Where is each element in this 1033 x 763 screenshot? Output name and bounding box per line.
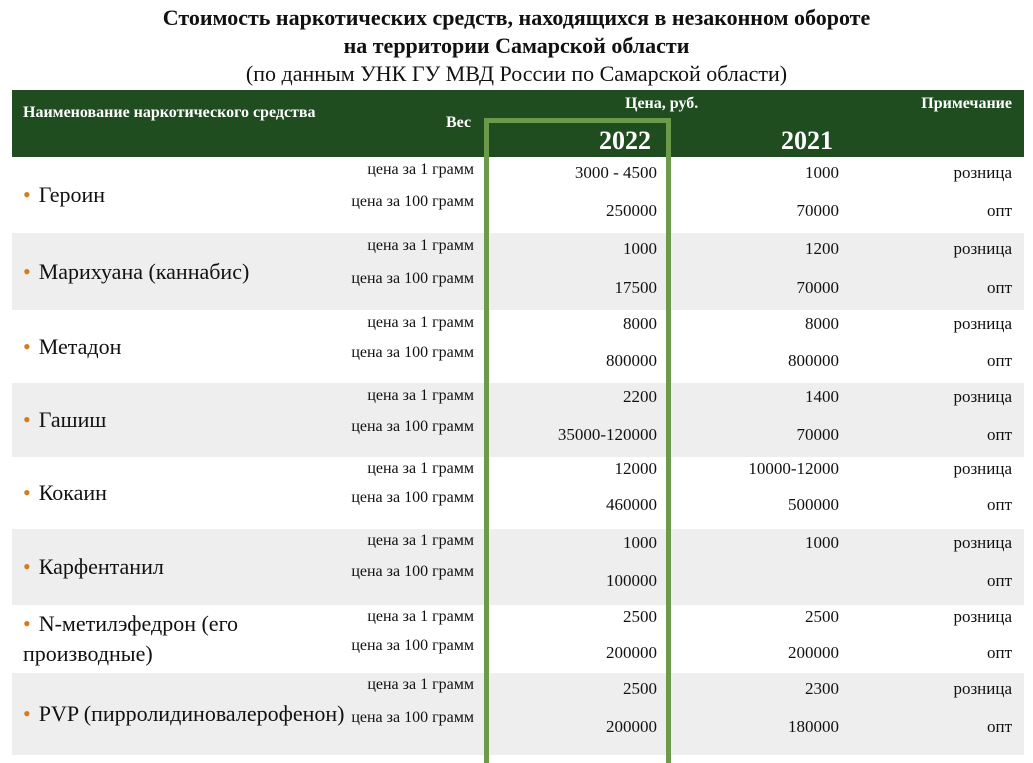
price-2022-cell: 8000	[623, 314, 657, 333]
weight-cell: цена за 1 грамм	[367, 237, 474, 254]
price-table-body	[12, 157, 1024, 755]
price-2022-cell: 1000	[623, 239, 657, 258]
note-cell: розница	[953, 239, 1012, 258]
weight-cell: цена за 100 грамм	[351, 193, 474, 210]
price-2022-cell: 2500	[623, 679, 657, 698]
page-title	[0, 4, 1033, 60]
price-2022-cell: 2500	[623, 607, 657, 626]
note-cell: опт	[986, 495, 1012, 514]
drug-name-cell	[23, 233, 353, 310]
drug-name-cell	[23, 383, 353, 457]
note-cell: розница	[953, 387, 1012, 406]
weight-cell: цена за 100 грамм	[351, 563, 474, 580]
drug-name: N-метилэфедрон (его производные)	[23, 611, 239, 666]
price-2021-cell: 70000	[796, 425, 839, 444]
title-line-1: Стоимость наркотических средств, находящихся в незаконном обороте	[162, 5, 871, 30]
bullet-icon: •	[23, 333, 31, 359]
weight-cell: цена за 100 грамм	[351, 489, 474, 506]
table-row	[12, 383, 1024, 457]
price-2022-cell: 3000 - 4500	[574, 163, 657, 182]
note-cell: розница	[953, 314, 1012, 333]
price-2021-cell: 200000	[788, 643, 839, 662]
drug-name: Марихуана (каннабис)	[38, 258, 250, 284]
drug-name-cell	[23, 310, 353, 383]
price-2022-cell: 17500	[614, 278, 657, 297]
price-2021-cell: 180000	[788, 717, 839, 736]
drug-name: Гашиш	[38, 407, 107, 432]
bullet-icon: •	[23, 258, 31, 284]
weight-cell: цена за 1 грамм	[367, 460, 474, 477]
table-row	[12, 310, 1024, 383]
weight-cell: цена за 100 грамм	[351, 418, 474, 435]
bullet-icon: •	[23, 611, 31, 636]
note-cell: опт	[986, 201, 1012, 220]
drug-name: Героин	[38, 182, 106, 207]
weight-cell: цена за 100 грамм	[351, 344, 474, 361]
drug-name: PVP (пирролидиновалерофенон)	[38, 701, 345, 726]
price-2022-cell: 200000	[606, 643, 657, 662]
price-2021-cell: 1000	[805, 163, 839, 182]
weight-cell: цена за 1 грамм	[367, 676, 474, 693]
note-cell: розница	[953, 533, 1012, 552]
table-row	[12, 157, 1024, 233]
header-year-2021: 2021	[781, 126, 833, 155]
price-2022-cell: 200000	[606, 717, 657, 736]
bullet-icon: •	[23, 407, 31, 432]
drug-name-cell	[23, 673, 353, 755]
price-2022-cell: 800000	[606, 351, 657, 370]
drug-name-cell	[23, 529, 353, 605]
bullet-icon: •	[23, 182, 31, 207]
note-cell: опт	[986, 643, 1012, 662]
bullet-icon: •	[23, 701, 31, 726]
price-2021-cell: 70000	[796, 201, 839, 220]
price-2021-cell: 1000	[805, 533, 839, 552]
price-2021-cell: 1400	[805, 387, 839, 406]
note-cell: опт	[986, 351, 1012, 370]
price-2021-cell: 800000	[788, 351, 839, 370]
note-cell: опт	[986, 425, 1012, 444]
weight-cell: цена за 1 грамм	[367, 161, 474, 178]
table-row	[12, 673, 1024, 755]
note-cell: розница	[953, 163, 1012, 182]
drug-name-cell	[23, 457, 353, 529]
note-cell: опт	[986, 571, 1012, 590]
drug-name-cell	[23, 157, 353, 233]
weight-cell: цена за 100 грамм	[351, 270, 474, 287]
note-cell: розница	[953, 607, 1012, 626]
drug-name: Карфентанил	[38, 554, 164, 579]
price-2022-cell: 12000	[614, 459, 657, 478]
price-2021-cell: 70000	[796, 278, 839, 297]
price-2022-cell: 460000	[606, 495, 657, 514]
weight-cell: цена за 100 грамм	[351, 709, 474, 726]
price-2021-cell: 8000	[805, 314, 839, 333]
bullet-icon: •	[23, 480, 31, 505]
note-cell: розница	[953, 679, 1012, 698]
price-2022-cell: 2200	[623, 387, 657, 406]
price-2022-cell: 1000	[623, 533, 657, 552]
table-row	[12, 529, 1024, 605]
weight-cell: цена за 100 грамм	[351, 637, 474, 654]
table-row	[12, 605, 1024, 673]
page-subtitle: (по данным УНК ГУ МВД России по Самарской области)	[245, 61, 788, 86]
header-year-2022: 2022	[599, 126, 651, 155]
title-line-2: на территории Самарской области	[343, 33, 690, 58]
header-note: Примечание	[921, 95, 1012, 112]
price-2022-cell: 250000	[606, 201, 657, 220]
price-2021-cell: 1200	[805, 239, 839, 258]
price-2021-cell: 2500	[805, 607, 839, 626]
weight-cell: цена за 1 грамм	[367, 314, 474, 331]
price-2021-cell: 500000	[788, 495, 839, 514]
price-2022-cell: 100000	[606, 571, 657, 590]
weight-cell: цена за 1 грамм	[367, 387, 474, 404]
price-2022-cell: 35000-120000	[557, 425, 657, 444]
weight-cell: цена за 1 грамм	[367, 532, 474, 549]
drug-name-cell	[23, 605, 353, 673]
price-2021-cell: 2300	[805, 679, 839, 698]
header-name: Наименование наркотического средства	[23, 104, 316, 121]
drug-name: Метадон	[38, 333, 122, 359]
price-2021-cell: 10000-12000	[748, 459, 839, 478]
header-price: Цена, руб.	[625, 95, 699, 112]
note-cell: розница	[953, 459, 1012, 478]
bullet-icon: •	[23, 554, 31, 579]
table-row	[12, 457, 1024, 529]
table-row	[12, 233, 1024, 310]
weight-cell: цена за 1 грамм	[367, 608, 474, 625]
table-header	[12, 90, 1024, 157]
drug-name: Кокаин	[38, 480, 107, 505]
header-weight: Вес	[446, 114, 472, 131]
note-cell: опт	[986, 278, 1012, 297]
note-cell: опт	[986, 717, 1012, 736]
